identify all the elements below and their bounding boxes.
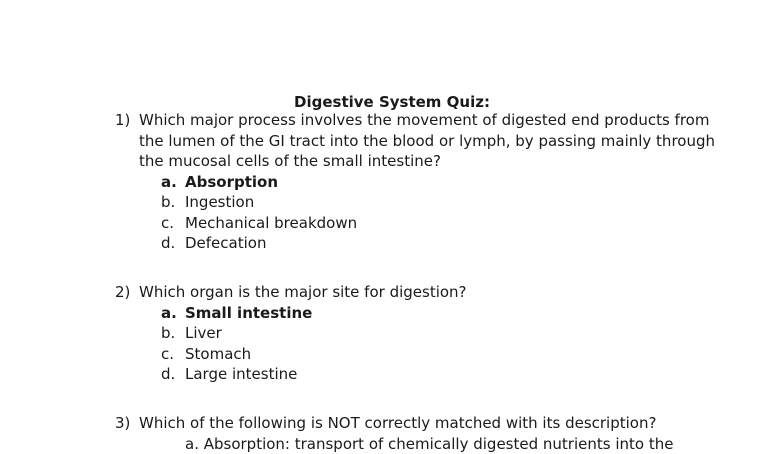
option-text: Liver bbox=[185, 324, 222, 342]
question-2-options bbox=[115, 303, 715, 385]
option-text: Absorption bbox=[185, 173, 278, 191]
question-1-option-d bbox=[115, 233, 715, 254]
question-2-text: Which organ is the major site for digestion? bbox=[139, 283, 467, 301]
option-letter: a. bbox=[161, 303, 177, 324]
question-1-option-b bbox=[115, 192, 715, 213]
option-letter: b. bbox=[161, 323, 175, 344]
option-letter: b. bbox=[161, 192, 175, 213]
question-3-partial-option: a. Absorption: transport of chemically digested nutrients into the bbox=[115, 434, 715, 454]
question-1-row bbox=[115, 110, 715, 172]
question-2-option-a bbox=[115, 303, 715, 324]
option-letter: d. bbox=[161, 233, 175, 254]
question-1-option-a bbox=[115, 172, 715, 193]
option-text: Stomach bbox=[185, 345, 251, 363]
question-3 bbox=[115, 413, 715, 454]
option-text: Ingestion bbox=[185, 193, 254, 211]
question-2-option-d bbox=[115, 364, 715, 385]
question-2 bbox=[115, 282, 715, 385]
option-letter: a. bbox=[161, 172, 177, 193]
option-text: Large intestine bbox=[185, 365, 297, 383]
question-1-number: 1) bbox=[115, 110, 130, 131]
option-text: Mechanical breakdown bbox=[185, 214, 357, 232]
quiz-title: Digestive System Quiz: bbox=[0, 92, 784, 112]
question-2-option-c bbox=[115, 344, 715, 365]
question-2-number: 2) bbox=[115, 282, 130, 303]
question-3-text: Which of the following is NOT correctly matched with its description? bbox=[139, 414, 656, 432]
question-1-option-c bbox=[115, 213, 715, 234]
question-3-number: 3) bbox=[115, 413, 130, 434]
question-1 bbox=[115, 110, 715, 254]
option-text: Small intestine bbox=[185, 304, 312, 322]
question-2-option-b bbox=[115, 323, 715, 344]
option-text: Defecation bbox=[185, 234, 266, 252]
option-letter: d. bbox=[161, 364, 175, 385]
question-1-options bbox=[115, 172, 715, 254]
question-2-row bbox=[115, 282, 715, 303]
option-letter: c. bbox=[161, 344, 174, 365]
question-1-text: Which major process involves the movement of digested end products from the lumen of the GI tract into the blood or lymph, by passing mainly through the mucosal cells of the small intestine? bbox=[139, 111, 715, 170]
option-letter: c. bbox=[161, 213, 174, 234]
question-3-row bbox=[115, 413, 715, 434]
